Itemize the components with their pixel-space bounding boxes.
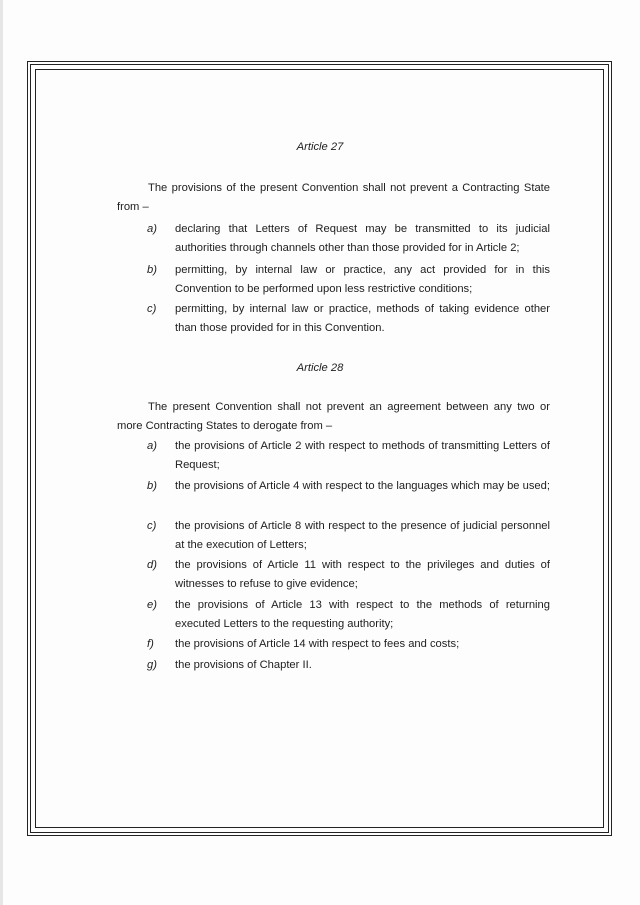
article-27-heading: Article 27 xyxy=(296,141,344,153)
item-marker: f) xyxy=(147,638,154,650)
item-text: the provisions of Chapter II. xyxy=(175,659,312,671)
item-marker: a) xyxy=(147,440,157,452)
article-28-item-d xyxy=(147,556,550,594)
item-text: the provisions of Article 2 with respect to methods of transmitting Letters of Request; xyxy=(175,440,550,471)
item-text: the provisions of Article 13 with respect to the methods of returning executed Letters to the requesting authority; xyxy=(175,599,550,630)
article-28-item-c xyxy=(147,517,550,555)
article-28-item-f xyxy=(147,635,550,654)
item-text: declaring that Letters of Request may be transmitted to its judicial authorities through channels other than those provided for in Article 2; xyxy=(175,223,550,254)
article-28-item-g xyxy=(147,656,550,675)
article-27-item-b xyxy=(147,261,550,299)
article-28-intro: The present Convention shall not prevent an agreement between any two or more Contracting States to derogate from – xyxy=(117,401,550,432)
item-text: the provisions of Article 4 with respect to the languages which may be used; xyxy=(175,480,550,492)
item-marker: b) xyxy=(147,264,157,276)
article-27-item-c xyxy=(147,300,550,338)
item-marker: g) xyxy=(147,659,157,671)
article-28-item-a xyxy=(147,437,550,475)
article-28-heading: Article 28 xyxy=(296,362,344,374)
item-text: the provisions of Article 8 with respect to the presence of judicial personnel at the execution of Letters; xyxy=(175,520,550,551)
item-marker: c) xyxy=(147,303,157,315)
item-text: permitting, by internal law or practice, methods of taking evidence other than those provided for in this Convention. xyxy=(175,303,550,334)
item-marker: a) xyxy=(147,223,157,235)
item-marker: c) xyxy=(147,520,157,532)
article-28-item-e xyxy=(147,596,550,634)
item-marker: d) xyxy=(147,559,157,571)
item-text: permitting, by internal law or practice, any act provided for in this Convention to be performed upon less restrictive conditions; xyxy=(175,264,550,295)
item-marker: e) xyxy=(147,599,157,611)
article-27-item-a xyxy=(147,220,550,258)
item-marker: b) xyxy=(147,480,157,492)
item-text: the provisions of Article 11 with respect to the privileges and duties of witnesses to refuse to give evidence; xyxy=(175,559,550,590)
article-27-intro: The provisions of the present Convention shall not prevent a Contracting State from – xyxy=(117,182,550,213)
item-text: the provisions of Article 14 with respect to fees and costs; xyxy=(175,638,460,650)
article-28-item-b xyxy=(147,477,550,496)
